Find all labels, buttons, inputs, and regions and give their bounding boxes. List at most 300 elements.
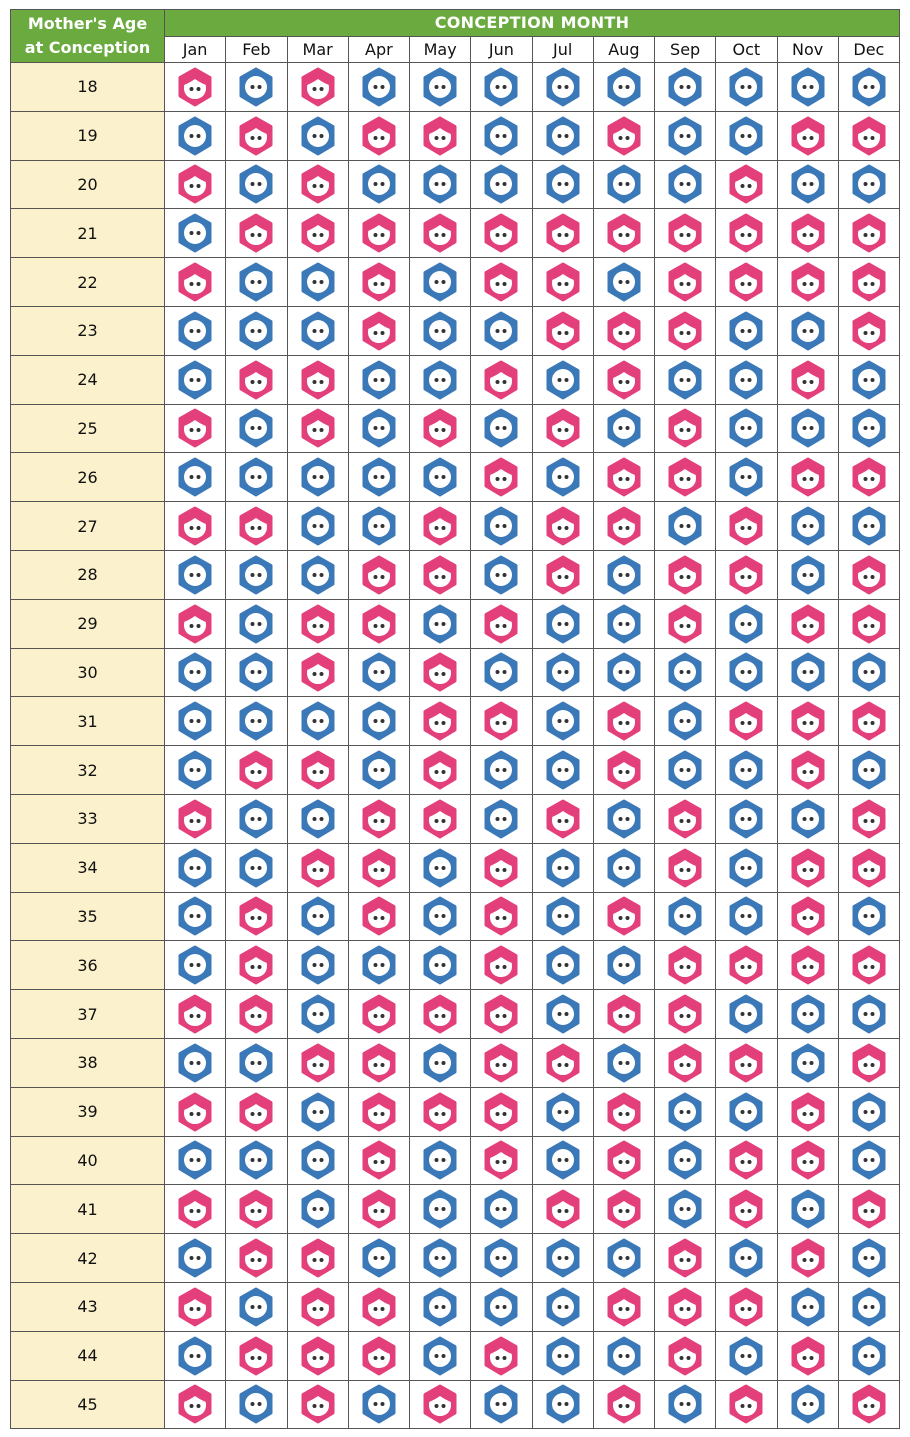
boy-icon: [603, 1042, 645, 1084]
boy-icon: [542, 456, 584, 498]
month-header-sep: Sep: [655, 36, 716, 63]
prediction-cell: [777, 258, 838, 307]
prediction-cell: [471, 843, 532, 892]
prediction-cell: [838, 1234, 899, 1283]
boy-icon: [664, 1139, 706, 1181]
girl-icon: [725, 212, 767, 254]
prediction-cell: [532, 502, 593, 551]
girl-icon: [603, 310, 645, 352]
prediction-cell: [716, 550, 777, 599]
prediction-cell: [287, 892, 348, 941]
prediction-cell: [348, 1331, 409, 1380]
prediction-cell: [471, 160, 532, 209]
prediction-cell: [287, 209, 348, 258]
prediction-cell: [471, 550, 532, 599]
table-row: [11, 941, 900, 990]
prediction-cell: [593, 111, 654, 160]
boy-icon: [542, 1139, 584, 1181]
boy-icon: [848, 1139, 890, 1181]
prediction-cell: [287, 550, 348, 599]
boy-icon: [603, 798, 645, 840]
girl-icon: [297, 1335, 339, 1377]
prediction-cell: [165, 453, 226, 502]
prediction-cell: [716, 1136, 777, 1185]
prediction-cell: [593, 550, 654, 599]
girl-icon: [358, 1091, 400, 1133]
girl-icon: [664, 310, 706, 352]
prediction-cell: [655, 697, 716, 746]
prediction-cell: [226, 892, 287, 941]
prediction-cell: [471, 892, 532, 941]
prediction-cell: [593, 1185, 654, 1234]
prediction-cell: [593, 794, 654, 843]
prediction-cell: [838, 63, 899, 112]
girl-icon: [174, 798, 216, 840]
boy-icon: [787, 1383, 829, 1425]
girl-icon: [725, 261, 767, 303]
boy-icon: [235, 1383, 277, 1425]
boy-icon: [358, 944, 400, 986]
prediction-cell: [226, 1136, 287, 1185]
prediction-cell: [838, 697, 899, 746]
prediction-cell: [532, 892, 593, 941]
girl-icon: [848, 456, 890, 498]
prediction-cell: [593, 697, 654, 746]
prediction-cell: [593, 892, 654, 941]
prediction-cell: [471, 209, 532, 258]
prediction-cell: [716, 355, 777, 404]
prediction-cell: [348, 892, 409, 941]
prediction-cell: [655, 794, 716, 843]
table-row: [11, 1380, 900, 1429]
girl-icon: [664, 1335, 706, 1377]
prediction-cell: [410, 697, 471, 746]
girl-icon: [787, 944, 829, 986]
girl-icon: [848, 554, 890, 596]
boy-icon: [297, 1139, 339, 1181]
prediction-cell: [165, 209, 226, 258]
boy-icon: [725, 895, 767, 937]
prediction-cell: [348, 1380, 409, 1429]
prediction-cell: [777, 941, 838, 990]
girl-icon: [848, 261, 890, 303]
boy-icon: [174, 1139, 216, 1181]
boy-icon: [664, 359, 706, 401]
prediction-cell: [410, 941, 471, 990]
prediction-cell: [410, 648, 471, 697]
boy-icon: [480, 505, 522, 547]
girl-icon: [664, 407, 706, 449]
boy-icon: [603, 163, 645, 205]
girl-icon: [358, 603, 400, 645]
boy-icon: [174, 895, 216, 937]
table-row: [11, 648, 900, 697]
prediction-cell: [165, 258, 226, 307]
prediction-cell: [838, 502, 899, 551]
boy-icon: [419, 163, 461, 205]
prediction-cell: [593, 648, 654, 697]
prediction-cell: [165, 1380, 226, 1429]
girl-icon: [297, 603, 339, 645]
prediction-cell: [532, 1331, 593, 1380]
prediction-cell: [165, 1087, 226, 1136]
table-row: [11, 697, 900, 746]
prediction-cell: [348, 111, 409, 160]
prediction-cell: [655, 209, 716, 258]
prediction-cell: [777, 63, 838, 112]
girl-icon: [725, 1383, 767, 1425]
boy-icon: [542, 1237, 584, 1279]
girl-icon: [480, 1091, 522, 1133]
boy-icon: [480, 407, 522, 449]
prediction-cell: [471, 1331, 532, 1380]
girl-icon: [297, 359, 339, 401]
girl-icon: [419, 798, 461, 840]
table-row: [11, 1282, 900, 1331]
boy-icon: [603, 651, 645, 693]
prediction-cell: [226, 697, 287, 746]
girl-icon: [848, 310, 890, 352]
prediction-cell: [593, 404, 654, 453]
boy-icon: [603, 944, 645, 986]
boy-icon: [358, 749, 400, 791]
prediction-cell: [716, 1038, 777, 1087]
boy-icon: [664, 1091, 706, 1133]
prediction-cell: [655, 1331, 716, 1380]
girl-icon: [664, 1042, 706, 1084]
table-row: [11, 111, 900, 160]
prediction-cell: [410, 258, 471, 307]
prediction-cell: [471, 1282, 532, 1331]
month-header-apr: Apr: [348, 36, 409, 63]
prediction-cell: [655, 63, 716, 112]
girl-icon: [235, 944, 277, 986]
boy-icon: [542, 700, 584, 742]
prediction-cell: [593, 1234, 654, 1283]
girl-icon: [419, 651, 461, 693]
boy-icon: [664, 895, 706, 937]
girl-icon: [419, 554, 461, 596]
prediction-cell: [287, 1087, 348, 1136]
boy-icon: [297, 310, 339, 352]
girl-icon: [542, 554, 584, 596]
boy-icon: [297, 456, 339, 498]
boy-icon: [297, 944, 339, 986]
girl-icon: [419, 700, 461, 742]
boy-icon: [664, 115, 706, 157]
girl-icon: [419, 212, 461, 254]
prediction-cell: [655, 599, 716, 648]
table-row: [11, 746, 900, 795]
prediction-cell: [593, 63, 654, 112]
girl-icon: [848, 115, 890, 157]
prediction-cell: [287, 1380, 348, 1429]
prediction-cell: [777, 160, 838, 209]
girl-icon: [664, 847, 706, 889]
prediction-cell: [777, 1331, 838, 1380]
prediction-cell: [716, 1087, 777, 1136]
prediction-cell: [777, 990, 838, 1039]
prediction-cell: [532, 404, 593, 453]
prediction-cell: [471, 1380, 532, 1429]
prediction-cell: [287, 1038, 348, 1087]
prediction-cell: [165, 892, 226, 941]
girl-icon: [358, 895, 400, 937]
table-row: [11, 892, 900, 941]
prediction-cell: [532, 697, 593, 746]
prediction-cell: [165, 599, 226, 648]
mothers-age-header-line1: Mother's Age: [27, 14, 148, 33]
boy-icon: [542, 603, 584, 645]
boy-icon: [235, 407, 277, 449]
girl-icon: [235, 115, 277, 157]
prediction-cell: [348, 306, 409, 355]
prediction-cell: [593, 160, 654, 209]
boy-icon: [542, 749, 584, 791]
boy-icon: [848, 407, 890, 449]
prediction-cell: [287, 1282, 348, 1331]
mother-age-cell: 30: [11, 648, 165, 697]
boy-icon: [419, 1286, 461, 1328]
prediction-cell: [348, 794, 409, 843]
girl-icon: [603, 895, 645, 937]
girl-icon: [235, 1237, 277, 1279]
girl-icon: [787, 895, 829, 937]
girl-icon: [787, 1091, 829, 1133]
prediction-cell: [532, 599, 593, 648]
prediction-cell: [716, 160, 777, 209]
prediction-cell: [226, 1038, 287, 1087]
boy-icon: [725, 1091, 767, 1133]
girl-icon: [419, 1091, 461, 1133]
prediction-cell: [287, 1331, 348, 1380]
girl-icon: [358, 261, 400, 303]
prediction-cell: [287, 1185, 348, 1234]
prediction-cell: [777, 404, 838, 453]
prediction-cell: [410, 892, 471, 941]
boy-icon: [235, 456, 277, 498]
girl-icon: [480, 1042, 522, 1084]
prediction-cell: [655, 1136, 716, 1185]
chart-body: [11, 63, 900, 1429]
prediction-cell: [532, 1380, 593, 1429]
boy-icon: [358, 651, 400, 693]
prediction-cell: [471, 502, 532, 551]
girl-icon: [480, 944, 522, 986]
girl-icon: [297, 1042, 339, 1084]
prediction-cell: [348, 648, 409, 697]
boy-icon: [358, 456, 400, 498]
boy-icon: [358, 1383, 400, 1425]
chart-table: [10, 9, 900, 1429]
prediction-cell: [777, 599, 838, 648]
girl-icon: [603, 1286, 645, 1328]
prediction-cell: [471, 794, 532, 843]
girl-icon: [480, 261, 522, 303]
prediction-cell: [655, 258, 716, 307]
prediction-cell: [471, 1185, 532, 1234]
prediction-cell: [348, 355, 409, 404]
boy-icon: [480, 651, 522, 693]
prediction-cell: [226, 1331, 287, 1380]
prediction-cell: [471, 599, 532, 648]
boy-icon: [848, 895, 890, 937]
prediction-cell: [348, 1234, 409, 1283]
prediction-cell: [838, 209, 899, 258]
prediction-cell: [532, 550, 593, 599]
prediction-cell: [471, 1038, 532, 1087]
girl-icon: [725, 944, 767, 986]
month-header-oct: Oct: [716, 36, 777, 63]
boy-icon: [542, 847, 584, 889]
boy-icon: [174, 847, 216, 889]
girl-icon: [848, 1383, 890, 1425]
girl-icon: [297, 847, 339, 889]
boy-icon: [358, 359, 400, 401]
prediction-cell: [593, 1136, 654, 1185]
girl-icon: [480, 847, 522, 889]
prediction-cell: [348, 258, 409, 307]
prediction-cell: [471, 453, 532, 502]
boy-icon: [725, 456, 767, 498]
boy-icon: [419, 310, 461, 352]
prediction-cell: [532, 160, 593, 209]
prediction-cell: [165, 941, 226, 990]
boy-icon: [787, 505, 829, 547]
boy-icon: [297, 261, 339, 303]
boy-icon: [603, 1237, 645, 1279]
girl-icon: [603, 212, 645, 254]
boy-icon: [480, 798, 522, 840]
prediction-cell: [165, 306, 226, 355]
table-row: [11, 404, 900, 453]
prediction-cell: [471, 355, 532, 404]
prediction-cell: [287, 794, 348, 843]
prediction-cell: [287, 160, 348, 209]
prediction-cell: [410, 1234, 471, 1283]
boy-icon: [235, 1139, 277, 1181]
boy-icon: [664, 700, 706, 742]
prediction-cell: [593, 1282, 654, 1331]
girl-icon: [787, 359, 829, 401]
table-row: [11, 453, 900, 502]
prediction-cell: [348, 746, 409, 795]
prediction-cell: [287, 599, 348, 648]
girl-icon: [480, 700, 522, 742]
prediction-cell: [471, 990, 532, 1039]
prediction-cell: [348, 843, 409, 892]
prediction-cell: [838, 1185, 899, 1234]
prediction-cell: [165, 160, 226, 209]
girl-icon: [297, 1237, 339, 1279]
boy-icon: [542, 1383, 584, 1425]
prediction-cell: [838, 550, 899, 599]
girl-icon: [419, 505, 461, 547]
prediction-cell: [226, 209, 287, 258]
boy-icon: [542, 993, 584, 1035]
prediction-cell: [410, 1380, 471, 1429]
prediction-cell: [532, 746, 593, 795]
boy-icon: [664, 505, 706, 547]
prediction-cell: [593, 599, 654, 648]
boy-icon: [848, 1091, 890, 1133]
prediction-cell: [777, 697, 838, 746]
prediction-cell: [287, 648, 348, 697]
prediction-cell: [838, 843, 899, 892]
girl-icon: [848, 798, 890, 840]
prediction-cell: [777, 1234, 838, 1283]
prediction-cell: [593, 1087, 654, 1136]
girl-icon: [787, 749, 829, 791]
prediction-cell: [777, 550, 838, 599]
boy-icon: [358, 1237, 400, 1279]
prediction-cell: [348, 1038, 409, 1087]
table-row: [11, 599, 900, 648]
boy-icon: [542, 1091, 584, 1133]
prediction-cell: [165, 1331, 226, 1380]
prediction-cell: [593, 1380, 654, 1429]
girl-icon: [664, 993, 706, 1035]
mother-age-cell: 26: [11, 453, 165, 502]
prediction-cell: [838, 1282, 899, 1331]
boy-icon: [480, 1383, 522, 1425]
prediction-cell: [410, 843, 471, 892]
prediction-cell: [532, 1087, 593, 1136]
prediction-cell: [838, 1380, 899, 1429]
girl-icon: [542, 798, 584, 840]
boy-icon: [787, 1286, 829, 1328]
prediction-cell: [593, 502, 654, 551]
prediction-cell: [838, 355, 899, 404]
girl-icon: [480, 993, 522, 1035]
prediction-cell: [716, 1331, 777, 1380]
prediction-cell: [532, 63, 593, 112]
girl-icon: [664, 603, 706, 645]
boy-icon: [297, 798, 339, 840]
conception-month-title: CONCEPTION MONTH: [165, 10, 900, 37]
girl-icon: [358, 1286, 400, 1328]
boy-icon: [419, 1042, 461, 1084]
prediction-cell: [593, 746, 654, 795]
table-row: [11, 209, 900, 258]
girl-icon: [297, 749, 339, 791]
girl-icon: [174, 993, 216, 1035]
prediction-cell: [410, 209, 471, 258]
prediction-cell: [838, 306, 899, 355]
boy-icon: [235, 163, 277, 205]
boy-icon: [174, 212, 216, 254]
prediction-cell: [655, 892, 716, 941]
prediction-cell: [716, 1380, 777, 1429]
prediction-cell: [655, 550, 716, 599]
prediction-cell: [655, 746, 716, 795]
boy-icon: [725, 798, 767, 840]
girl-icon: [419, 993, 461, 1035]
girl-icon: [542, 407, 584, 449]
girl-icon: [235, 993, 277, 1035]
prediction-cell: [226, 1380, 287, 1429]
boy-icon: [664, 163, 706, 205]
girl-icon: [174, 505, 216, 547]
boy-icon: [848, 651, 890, 693]
boy-icon: [725, 651, 767, 693]
prediction-cell: [410, 111, 471, 160]
girl-icon: [358, 798, 400, 840]
girl-icon: [480, 1139, 522, 1181]
boy-icon: [235, 1286, 277, 1328]
prediction-cell: [226, 502, 287, 551]
prediction-cell: [226, 306, 287, 355]
